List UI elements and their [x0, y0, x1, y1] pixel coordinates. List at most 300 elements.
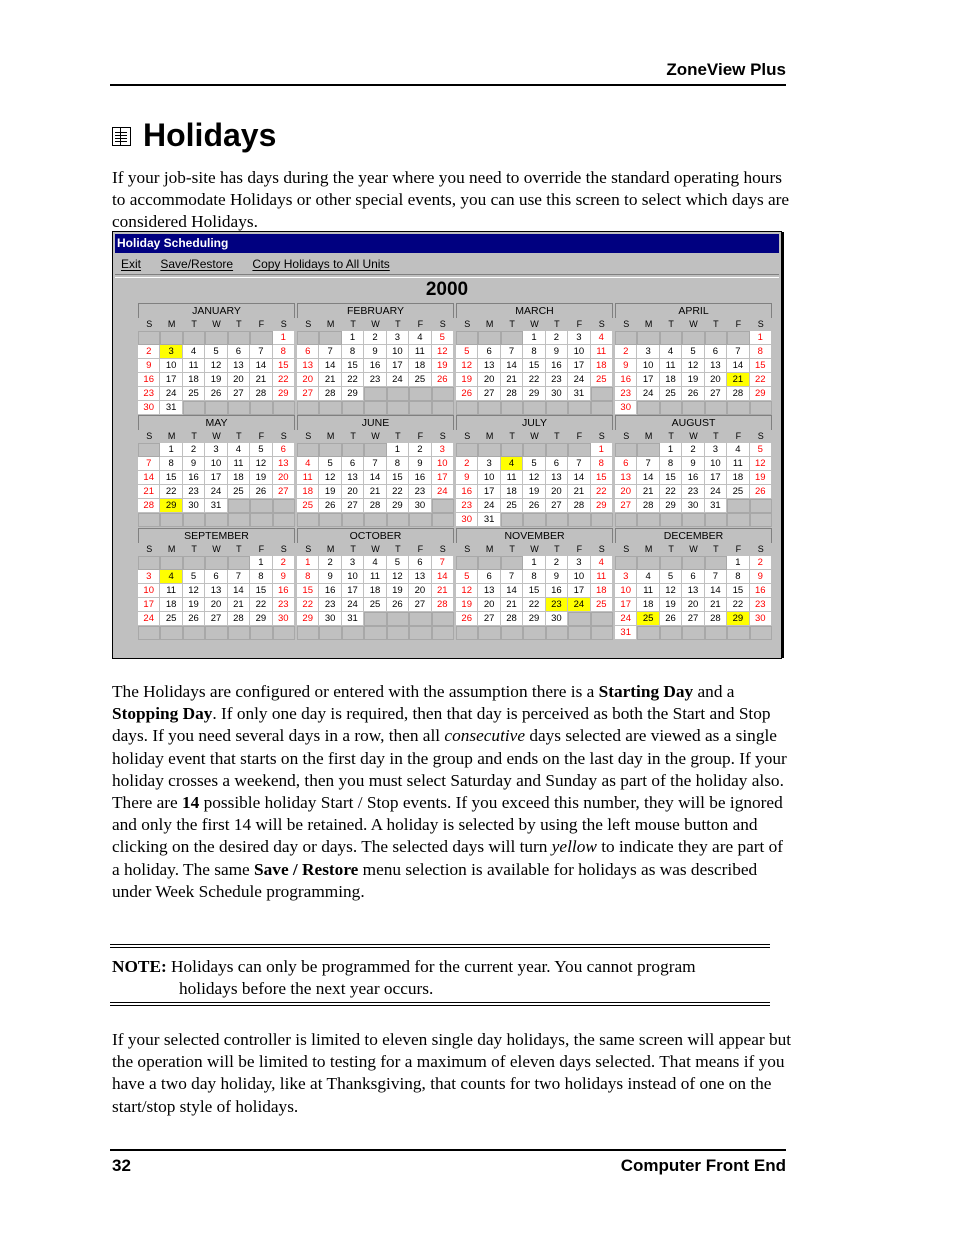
day-cell[interactable]: 2	[273, 556, 295, 570]
day-cell[interactable]: 29	[297, 612, 319, 626]
day-cell[interactable]: 13	[705, 359, 727, 373]
day-cell[interactable]: 4	[183, 345, 205, 359]
day-cell[interactable]: 25	[364, 598, 386, 612]
day-cell[interactable]: 20	[705, 373, 727, 387]
day-cell[interactable]: 24	[705, 485, 727, 499]
day-cell[interactable]: 5	[205, 345, 227, 359]
day-cell[interactable]: 19	[205, 373, 227, 387]
day-cell[interactable]: 4	[660, 345, 682, 359]
day-cell[interactable]: 5	[660, 570, 682, 584]
day-cell[interactable]: 22	[250, 598, 272, 612]
day-cell[interactable]: 15	[660, 471, 682, 485]
day-cell[interactable]: 1	[660, 443, 682, 457]
day-cell[interactable]: 25	[409, 373, 431, 387]
day-cell[interactable]: 14	[705, 584, 727, 598]
day-cell[interactable]: 26	[660, 612, 682, 626]
day-cell[interactable]: 29	[750, 387, 772, 401]
day-cell[interactable]: 5	[387, 556, 409, 570]
day-cell[interactable]: 7	[364, 457, 386, 471]
day-cell[interactable]: 24	[432, 485, 454, 499]
day-cell[interactable]: 15	[523, 359, 545, 373]
day-cell[interactable]: 3	[705, 443, 727, 457]
day-cell[interactable]: 8	[660, 457, 682, 471]
day-cell[interactable]: 8	[387, 457, 409, 471]
day-cell[interactable]: 17	[705, 471, 727, 485]
day-cell[interactable]: 3	[478, 457, 500, 471]
menu-exit[interactable]: Exit	[121, 257, 142, 271]
day-cell[interactable]: 13	[297, 359, 319, 373]
day-cell[interactable]: 19	[456, 598, 478, 612]
day-cell[interactable]: 10	[705, 457, 727, 471]
day-cell[interactable]: 30	[138, 401, 160, 415]
day-cell[interactable]: 13	[228, 359, 250, 373]
day-cell[interactable]: 22	[591, 485, 613, 499]
day-cell[interactable]: 11	[409, 345, 431, 359]
day-cell[interactable]: 27	[615, 499, 637, 513]
day-cell[interactable]: 6	[273, 443, 295, 457]
day-cell[interactable]: 24	[568, 373, 590, 387]
day-cell[interactable]: 4	[297, 457, 319, 471]
day-cell[interactable]: 15	[523, 584, 545, 598]
day-cell[interactable]: 9	[364, 345, 386, 359]
day-cell[interactable]: 2	[456, 457, 478, 471]
day-cell[interactable]: 8	[523, 345, 545, 359]
day-cell[interactable]: 24	[160, 387, 182, 401]
day-cell[interactable]: 3	[160, 345, 182, 359]
day-cell[interactable]: 5	[750, 443, 772, 457]
day-cell[interactable]: 16	[364, 359, 386, 373]
day-cell[interactable]: 17	[637, 373, 659, 387]
day-cell[interactable]: 27	[228, 387, 250, 401]
day-cell[interactable]: 22	[273, 373, 295, 387]
day-cell[interactable]: 26	[205, 387, 227, 401]
day-cell[interactable]: 28	[228, 612, 250, 626]
day-cell[interactable]: 25	[183, 387, 205, 401]
day-cell[interactable]: 18	[160, 598, 182, 612]
day-cell[interactable]: 13	[615, 471, 637, 485]
day-cell[interactable]: 15	[387, 471, 409, 485]
day-cell[interactable]: 9	[615, 359, 637, 373]
day-cell[interactable]: 18	[591, 584, 613, 598]
day-cell[interactable]: 15	[273, 359, 295, 373]
day-cell[interactable]: 9	[546, 570, 568, 584]
day-cell[interactable]: 22	[297, 598, 319, 612]
day-cell[interactable]: 1	[160, 443, 182, 457]
day-cell[interactable]: 24	[342, 598, 364, 612]
day-cell[interactable]: 9	[273, 570, 295, 584]
day-cell[interactable]: 23	[273, 598, 295, 612]
day-cell[interactable]: 24	[615, 612, 637, 626]
day-cell[interactable]: 31	[705, 499, 727, 513]
day-cell[interactable]: 10	[387, 345, 409, 359]
day-cell[interactable]: 16	[319, 584, 341, 598]
day-cell[interactable]: 19	[660, 598, 682, 612]
day-cell[interactable]: 21	[228, 598, 250, 612]
day-cell[interactable]: 4	[160, 570, 182, 584]
day-cell[interactable]: 3	[568, 556, 590, 570]
day-cell[interactable]: 1	[750, 331, 772, 345]
day-cell[interactable]: 29	[387, 499, 409, 513]
day-cell[interactable]: 7	[432, 556, 454, 570]
day-cell[interactable]: 30	[456, 513, 478, 527]
day-cell[interactable]: 21	[568, 485, 590, 499]
day-cell[interactable]: 9	[183, 457, 205, 471]
day-cell[interactable]: 25	[501, 499, 523, 513]
day-cell[interactable]: 1	[250, 556, 272, 570]
day-cell[interactable]: 21	[138, 485, 160, 499]
day-cell[interactable]: 14	[432, 570, 454, 584]
day-cell[interactable]: 8	[591, 457, 613, 471]
day-cell[interactable]: 2	[682, 443, 704, 457]
day-cell[interactable]: 17	[342, 584, 364, 598]
day-cell[interactable]: 16	[183, 471, 205, 485]
day-cell[interactable]: 27	[342, 499, 364, 513]
day-cell[interactable]: 1	[387, 443, 409, 457]
day-cell[interactable]: 23	[456, 499, 478, 513]
day-cell[interactable]: 18	[501, 485, 523, 499]
day-cell[interactable]: 20	[228, 373, 250, 387]
day-cell[interactable]: 28	[432, 598, 454, 612]
day-cell[interactable]: 11	[660, 359, 682, 373]
day-cell[interactable]: 8	[273, 345, 295, 359]
day-cell[interactable]: 24	[478, 499, 500, 513]
day-cell[interactable]: 22	[660, 485, 682, 499]
day-cell[interactable]: 19	[432, 359, 454, 373]
day-cell[interactable]: 18	[409, 359, 431, 373]
day-cell[interactable]: 3	[432, 443, 454, 457]
day-cell[interactable]: 10	[342, 570, 364, 584]
day-cell[interactable]: 12	[205, 359, 227, 373]
day-cell[interactable]: 23	[615, 387, 637, 401]
day-cell[interactable]: 1	[523, 556, 545, 570]
day-cell[interactable]: 8	[297, 570, 319, 584]
day-cell[interactable]: 6	[297, 345, 319, 359]
day-cell[interactable]: 9	[456, 471, 478, 485]
menu-save-restore[interactable]: Save/Restore	[160, 257, 234, 271]
day-cell[interactable]: 8	[727, 570, 749, 584]
day-cell[interactable]: 6	[478, 570, 500, 584]
day-cell[interactable]: 12	[682, 359, 704, 373]
day-cell[interactable]: 4	[364, 556, 386, 570]
day-cell[interactable]: 19	[250, 471, 272, 485]
day-cell[interactable]: 18	[727, 471, 749, 485]
day-cell[interactable]: 21	[250, 373, 272, 387]
day-cell[interactable]: 3	[568, 331, 590, 345]
day-cell[interactable]: 25	[228, 485, 250, 499]
day-cell[interactable]: 13	[409, 570, 431, 584]
day-cell[interactable]: 30	[546, 387, 568, 401]
day-cell[interactable]: 16	[546, 584, 568, 598]
day-cell[interactable]: 12	[319, 471, 341, 485]
day-cell[interactable]: 22	[727, 598, 749, 612]
day-cell[interactable]: 25	[160, 612, 182, 626]
day-cell[interactable]: 29	[523, 612, 545, 626]
day-cell[interactable]: 21	[432, 584, 454, 598]
day-cell[interactable]: 14	[364, 471, 386, 485]
day-cell[interactable]: 6	[546, 457, 568, 471]
day-cell[interactable]: 21	[727, 373, 749, 387]
day-cell[interactable]: 7	[637, 457, 659, 471]
day-cell[interactable]: 28	[319, 387, 341, 401]
day-cell[interactable]: 17	[615, 598, 637, 612]
day-cell[interactable]: 20	[478, 598, 500, 612]
day-cell[interactable]: 27	[297, 387, 319, 401]
day-cell[interactable]: 5	[682, 345, 704, 359]
day-cell[interactable]: 11	[591, 570, 613, 584]
day-cell[interactable]: 25	[660, 387, 682, 401]
day-cell[interactable]: 12	[456, 359, 478, 373]
day-cell[interactable]: 14	[568, 471, 590, 485]
day-cell[interactable]: 12	[387, 570, 409, 584]
day-cell[interactable]: 2	[546, 331, 568, 345]
day-cell[interactable]: 5	[432, 331, 454, 345]
day-cell[interactable]: 16	[682, 471, 704, 485]
day-cell[interactable]: 11	[591, 345, 613, 359]
day-cell[interactable]: 6	[682, 570, 704, 584]
day-cell[interactable]: 28	[364, 499, 386, 513]
day-cell[interactable]: 16	[273, 584, 295, 598]
day-cell[interactable]: 18	[228, 471, 250, 485]
day-cell[interactable]: 26	[250, 485, 272, 499]
day-cell[interactable]: 26	[183, 612, 205, 626]
day-cell[interactable]: 28	[568, 499, 590, 513]
day-cell[interactable]: 7	[250, 345, 272, 359]
day-cell[interactable]: 17	[478, 485, 500, 499]
day-cell[interactable]: 3	[138, 570, 160, 584]
day-cell[interactable]: 16	[409, 471, 431, 485]
day-cell[interactable]: 14	[250, 359, 272, 373]
day-cell[interactable]: 29	[160, 499, 182, 513]
day-cell[interactable]: 20	[297, 373, 319, 387]
day-cell[interactable]: 14	[138, 471, 160, 485]
day-cell[interactable]: 12	[250, 457, 272, 471]
day-cell[interactable]: 9	[682, 457, 704, 471]
day-cell[interactable]: 8	[523, 570, 545, 584]
day-cell[interactable]: 9	[409, 457, 431, 471]
day-cell[interactable]: 19	[523, 485, 545, 499]
day-cell[interactable]: 27	[205, 612, 227, 626]
day-cell[interactable]: 11	[637, 584, 659, 598]
day-cell[interactable]: 2	[183, 443, 205, 457]
day-cell[interactable]: 13	[342, 471, 364, 485]
day-cell[interactable]: 30	[750, 612, 772, 626]
day-cell[interactable]: 21	[319, 373, 341, 387]
day-cell[interactable]: 3	[342, 556, 364, 570]
day-cell[interactable]: 21	[501, 598, 523, 612]
day-cell[interactable]: 31	[160, 401, 182, 415]
day-cell[interactable]: 19	[319, 485, 341, 499]
day-cell[interactable]: 7	[138, 457, 160, 471]
day-cell[interactable]: 12	[456, 584, 478, 598]
day-cell[interactable]: 26	[432, 373, 454, 387]
day-cell[interactable]: 2	[364, 331, 386, 345]
day-cell[interactable]: 16	[750, 584, 772, 598]
day-cell[interactable]: 24	[637, 387, 659, 401]
day-cell[interactable]: 16	[138, 373, 160, 387]
day-cell[interactable]: 7	[727, 345, 749, 359]
day-cell[interactable]: 22	[523, 598, 545, 612]
day-cell[interactable]: 6	[409, 556, 431, 570]
day-cell[interactable]: 7	[228, 570, 250, 584]
day-cell[interactable]: 31	[342, 612, 364, 626]
day-cell[interactable]: 17	[568, 584, 590, 598]
day-cell[interactable]: 28	[138, 499, 160, 513]
day-cell[interactable]: 18	[364, 584, 386, 598]
day-cell[interactable]: 30	[273, 612, 295, 626]
day-cell[interactable]: 8	[342, 345, 364, 359]
day-cell[interactable]: 20	[478, 373, 500, 387]
day-cell[interactable]: 31	[205, 499, 227, 513]
day-cell[interactable]: 28	[501, 387, 523, 401]
day-cell[interactable]: 26	[387, 598, 409, 612]
day-cell[interactable]: 9	[750, 570, 772, 584]
day-cell[interactable]: 22	[387, 485, 409, 499]
day-cell[interactable]: 2	[546, 556, 568, 570]
day-cell[interactable]: 5	[456, 570, 478, 584]
day-cell[interactable]: 11	[297, 471, 319, 485]
day-cell[interactable]: 3	[387, 331, 409, 345]
day-cell[interactable]: 24	[568, 598, 590, 612]
day-cell[interactable]: 20	[682, 598, 704, 612]
day-cell[interactable]: 14	[319, 359, 341, 373]
day-cell[interactable]: 3	[205, 443, 227, 457]
day-cell[interactable]: 25	[591, 373, 613, 387]
day-cell[interactable]: 1	[342, 331, 364, 345]
day-cell[interactable]: 11	[501, 471, 523, 485]
day-cell[interactable]: 5	[319, 457, 341, 471]
day-cell[interactable]: 10	[138, 584, 160, 598]
day-cell[interactable]: 5	[523, 457, 545, 471]
day-cell[interactable]: 12	[523, 471, 545, 485]
day-cell[interactable]: 19	[750, 471, 772, 485]
day-cell[interactable]: 17	[160, 373, 182, 387]
day-cell[interactable]: 21	[501, 373, 523, 387]
day-cell[interactable]: 13	[478, 584, 500, 598]
day-cell[interactable]: 12	[432, 345, 454, 359]
day-cell[interactable]: 7	[501, 570, 523, 584]
day-cell[interactable]: 16	[546, 359, 568, 373]
day-cell[interactable]: 19	[682, 373, 704, 387]
day-cell[interactable]: 1	[523, 331, 545, 345]
day-cell[interactable]: 27	[682, 612, 704, 626]
day-cell[interactable]: 18	[591, 359, 613, 373]
day-cell[interactable]: 20	[205, 598, 227, 612]
day-cell[interactable]: 15	[342, 359, 364, 373]
day-cell[interactable]: 19	[183, 598, 205, 612]
day-cell[interactable]: 23	[183, 485, 205, 499]
day-cell[interactable]: 10	[432, 457, 454, 471]
day-cell[interactable]: 13	[205, 584, 227, 598]
day-cell[interactable]: 2	[409, 443, 431, 457]
day-cell[interactable]: 30	[682, 499, 704, 513]
day-cell[interactable]: 4	[228, 443, 250, 457]
day-cell[interactable]: 1	[591, 443, 613, 457]
day-cell[interactable]: 22	[523, 373, 545, 387]
day-cell[interactable]: 15	[750, 359, 772, 373]
menu-copy-holidays[interactable]: Copy Holidays to All Units	[252, 257, 390, 271]
day-cell[interactable]: 28	[705, 612, 727, 626]
day-cell[interactable]: 10	[615, 584, 637, 598]
day-cell[interactable]: 10	[478, 471, 500, 485]
day-cell[interactable]: 11	[727, 457, 749, 471]
day-cell[interactable]: 4	[637, 570, 659, 584]
day-cell[interactable]: 8	[750, 345, 772, 359]
day-cell[interactable]: 14	[501, 359, 523, 373]
day-cell[interactable]: 28	[250, 387, 272, 401]
day-cell[interactable]: 10	[160, 359, 182, 373]
day-cell[interactable]: 27	[478, 612, 500, 626]
day-cell[interactable]: 4	[409, 331, 431, 345]
day-cell[interactable]: 30	[183, 499, 205, 513]
day-cell[interactable]: 12	[183, 584, 205, 598]
day-cell[interactable]: 6	[615, 457, 637, 471]
day-cell[interactable]: 20	[615, 485, 637, 499]
day-cell[interactable]: 7	[705, 570, 727, 584]
day-cell[interactable]: 24	[205, 485, 227, 499]
day-cell[interactable]: 7	[501, 345, 523, 359]
day-cell[interactable]: 20	[273, 471, 295, 485]
day-cell[interactable]: 16	[615, 373, 637, 387]
day-cell[interactable]: 9	[138, 359, 160, 373]
day-cell[interactable]: 6	[228, 345, 250, 359]
day-cell[interactable]: 10	[205, 457, 227, 471]
day-cell[interactable]: 31	[478, 513, 500, 527]
day-cell[interactable]: 23	[364, 373, 386, 387]
day-cell[interactable]: 26	[523, 499, 545, 513]
day-cell[interactable]: 11	[160, 584, 182, 598]
day-cell[interactable]: 19	[456, 373, 478, 387]
day-cell[interactable]: 13	[273, 457, 295, 471]
day-cell[interactable]: 17	[568, 359, 590, 373]
day-cell[interactable]: 31	[568, 387, 590, 401]
day-cell[interactable]: 28	[501, 612, 523, 626]
day-cell[interactable]: 5	[250, 443, 272, 457]
day-cell[interactable]: 6	[478, 345, 500, 359]
day-cell[interactable]: 30	[546, 612, 568, 626]
day-cell[interactable]: 2	[138, 345, 160, 359]
day-cell[interactable]: 26	[456, 612, 478, 626]
day-cell[interactable]: 21	[637, 485, 659, 499]
day-cell[interactable]: 25	[591, 598, 613, 612]
day-cell[interactable]: 16	[456, 485, 478, 499]
day-cell[interactable]: 21	[364, 485, 386, 499]
day-cell[interactable]: 9	[546, 345, 568, 359]
day-cell[interactable]: 10	[637, 359, 659, 373]
day-cell[interactable]: 30	[319, 612, 341, 626]
day-cell[interactable]: 19	[387, 584, 409, 598]
day-cell[interactable]: 27	[273, 485, 295, 499]
day-cell[interactable]: 11	[228, 457, 250, 471]
day-cell[interactable]: 29	[342, 387, 364, 401]
day-cell[interactable]: 25	[727, 485, 749, 499]
day-cell[interactable]: 27	[409, 598, 431, 612]
day-cell[interactable]: 21	[705, 598, 727, 612]
day-cell[interactable]: 15	[591, 471, 613, 485]
day-cell[interactable]: 20	[342, 485, 364, 499]
day-cell[interactable]: 17	[387, 359, 409, 373]
day-cell[interactable]: 5	[183, 570, 205, 584]
day-cell[interactable]: 4	[591, 331, 613, 345]
day-cell[interactable]: 15	[160, 471, 182, 485]
day-cell[interactable]: 12	[660, 584, 682, 598]
day-cell[interactable]: 4	[501, 457, 523, 471]
day-cell[interactable]: 23	[546, 598, 568, 612]
day-cell[interactable]: 22	[160, 485, 182, 499]
day-cell[interactable]: 10	[568, 570, 590, 584]
day-cell[interactable]: 29	[591, 499, 613, 513]
day-cell[interactable]: 17	[432, 471, 454, 485]
day-cell[interactable]: 26	[750, 485, 772, 499]
